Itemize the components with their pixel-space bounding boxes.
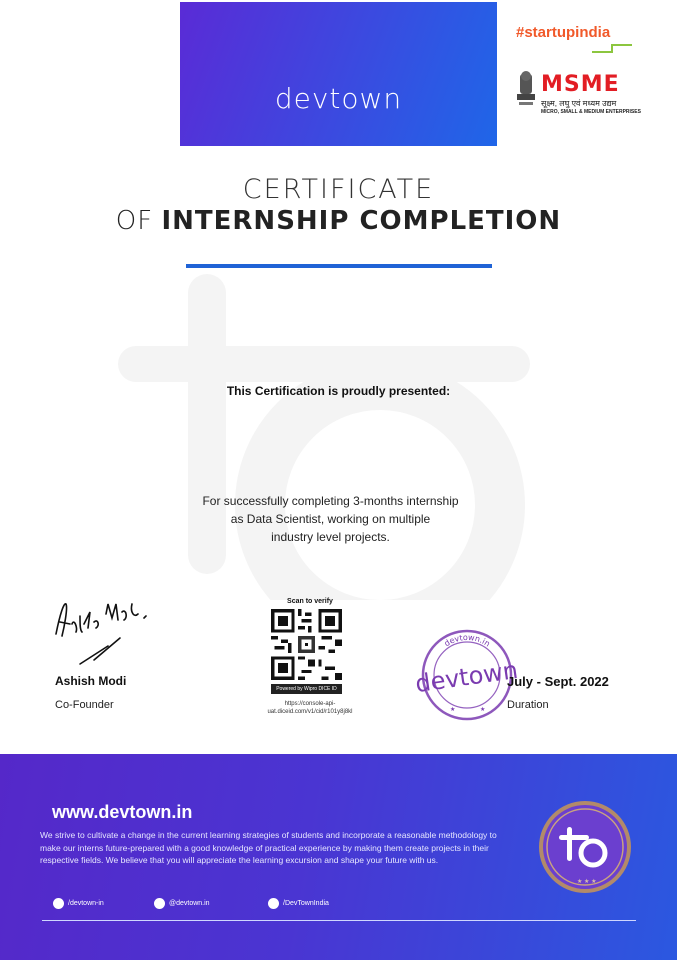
signatory-name: Ashish Modi <box>55 674 127 688</box>
footer-divider <box>42 920 636 921</box>
scan-to-verify-label: Scan to verify <box>287 598 333 605</box>
description-line: industry level projects. <box>271 530 390 544</box>
footer-website-link[interactable]: www.devtown.in <box>52 802 193 822</box>
msme-hindi-text: सूक्ष्म, लघु एवं मध्यम उद्यम <box>541 99 617 108</box>
duration-value: July - Sept. 2022 <box>507 674 609 689</box>
signatory-role: Co-Founder <box>55 699 114 711</box>
verification-url[interactable] <box>240 700 380 716</box>
startup-india-underline <box>592 42 634 54</box>
certificate-description <box>160 492 501 546</box>
msme-full-name: MICRO, SMALL & MEDIUM ENTERPRISES <box>541 109 641 115</box>
devtown-logo-text: devtown <box>274 82 403 115</box>
social-instagram-handle: @devtown.in <box>169 900 210 907</box>
description-line: For successfully completing 3-months internship <box>202 494 459 508</box>
footer-about-text: We strive to cultivate a change in the current learning strategies of students and incorporate a reasonable methodology to make our interns future-prepared with a good knowledge of practical experience by making them create projects in their respective fields. We believe that you will appreciate the learning excursion and shape your future with us. <box>40 830 497 865</box>
linkedin-icon <box>53 898 64 909</box>
social-youtube[interactable] <box>268 898 329 909</box>
svg-text:★ ★ ★: ★ ★ ★ <box>577 879 597 885</box>
svg-text:★: ★ <box>480 707 486 713</box>
presented-text: This Certification is proudly presented: <box>226 384 451 398</box>
stamp-center-text: devtown <box>413 655 520 699</box>
certificate-title-line1: CERTIFICATE <box>242 174 435 205</box>
verification-qr-code[interactable] <box>271 609 342 680</box>
devtown-logo-banner <box>180 2 497 146</box>
social-youtube-handle: /DevTownIndia <box>283 900 329 907</box>
svg-text:★: ★ <box>450 707 456 713</box>
devtown-badge-icon <box>537 799 633 895</box>
social-instagram[interactable] <box>154 898 210 909</box>
social-linkedin-handle: /devtown-in <box>68 900 104 907</box>
stamp-top-text: devtown.in <box>442 632 492 649</box>
instagram-icon <box>154 898 165 909</box>
certificate-title-bold: INTERNSHIP COMPLETION <box>161 206 562 236</box>
msme-logo: MSME <box>541 72 620 97</box>
startup-india-logo: #startupindia <box>516 24 611 41</box>
qr-powered-by: Powered by Wipro DICE ID <box>271 684 342 694</box>
youtube-icon <box>268 898 279 909</box>
verification-url-line: https://console-api- <box>284 701 336 707</box>
devtown-stamp-seal <box>412 625 522 725</box>
signature-image <box>50 594 160 670</box>
duration-label: Duration <box>507 699 549 711</box>
certificate-title-line2 <box>0 206 677 236</box>
background-watermark <box>110 270 540 600</box>
title-divider <box>186 264 492 268</box>
verification-url-line: uat.diceid.com/v1/cid/r101y8j8kl <box>267 709 353 715</box>
social-linkedin[interactable] <box>53 898 104 909</box>
footer-banner <box>0 754 677 960</box>
national-emblem-icon <box>514 70 538 116</box>
description-line: as Data Scientist, working on multiple <box>230 512 431 526</box>
certificate-title-of: OF <box>115 206 154 236</box>
